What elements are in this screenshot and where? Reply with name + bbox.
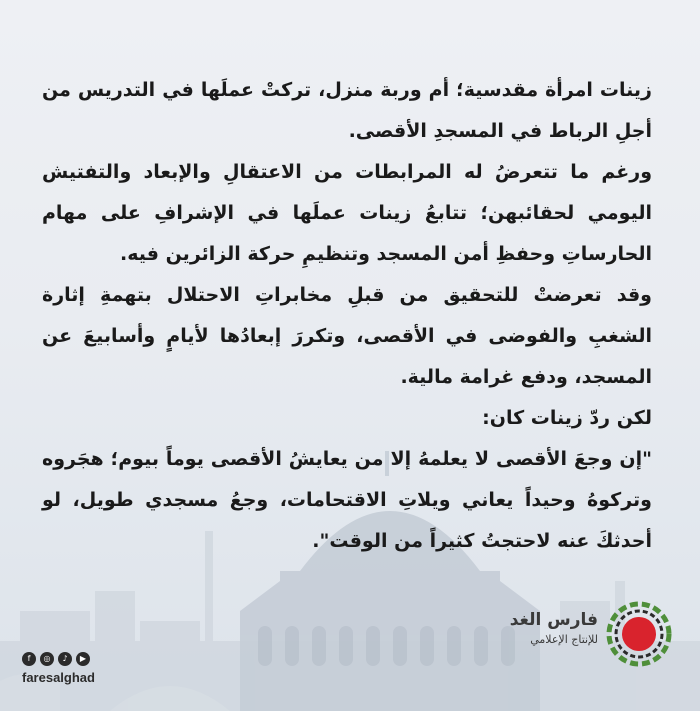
brand-subtitle: للإنتاج الإعلامي: [530, 633, 598, 646]
youtube-icon[interactable]: ▶: [76, 652, 90, 666]
brand-text: [510, 609, 598, 649]
paragraph-investigation: وقد تعرضتْ للتحقيق من قبلِ مخابراتِ الاحتلال بتهمةِ إثارة الشغبِ والفوضى في الأقصى، وتكررَ إبعادُها لأيامٍ وأسابيعَ عن المسجد، ودفع غرامة مالية.: [42, 284, 652, 388]
paragraph-struggle: ورغم ما تتعرضُ له المرابطات من الاعتقالِ والإبعاد والتفتيش اليومي لحقائبهن؛ تتابعُ زينات عملَها في الإشرافِ على مهام الحارساتِ وحفظِ أمن المسجد وتنظيمِ حركة الزائرين فيه.: [42, 161, 652, 265]
brand-emblem-icon: [606, 601, 672, 667]
social-links: [22, 652, 95, 685]
brand-logo: [509, 601, 672, 671]
paragraph-reply-lead: لكن ردّ زينات كان:: [482, 407, 652, 429]
article-text: [42, 70, 652, 562]
tiktok-icon[interactable]: ♪: [58, 652, 72, 666]
social-handle: faresalghad: [22, 670, 95, 685]
paragraph-intro: زينات امرأة مقدسية؛ أم وربة منزل، تركتْ عملَها في التدريس من أجلِ الرباط في المسجدِ الأقصى.: [42, 79, 652, 142]
paragraph-quote: "إن وجعَ الأقصى لا يعلمهُ إلا من يعايشُ الأقصى يوماً بيوم؛ هجَروه وتركوهُ وحيداً يعاني ويلاتِ الاقتحامات، وجعُ مسجدي طويل، لو أحدثكَ عنه لاحتجتُ كثيراً من الوقت".: [42, 448, 652, 552]
social-icons: [22, 652, 95, 666]
instagram-icon[interactable]: ◎: [40, 652, 54, 666]
facebook-icon[interactable]: f: [22, 652, 36, 666]
brand-title: فارس الغد: [509, 610, 598, 630]
